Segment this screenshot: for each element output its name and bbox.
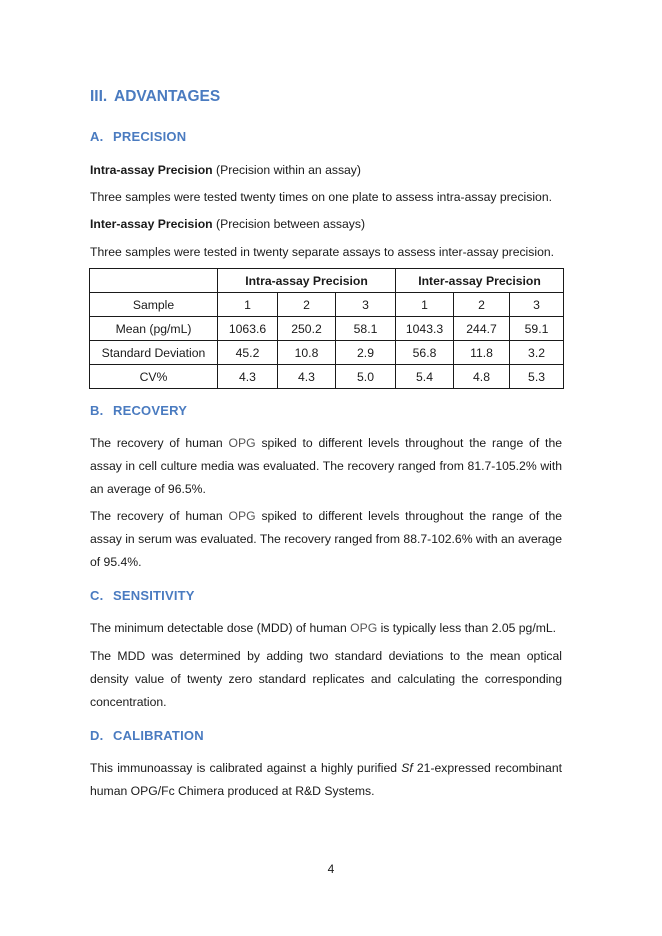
recovery-heading bbox=[90, 403, 187, 418]
text-run: 21-expressed recombinant bbox=[412, 761, 562, 775]
inter-assay-text: Three samples were tested in twenty separate assays to assess inter-assay precision. bbox=[90, 245, 555, 259]
inter-assay-label: Inter-assay Precision bbox=[90, 217, 213, 231]
table-cell: 2.9 bbox=[336, 341, 396, 365]
text-run: The minimum detectable dose (MDD) of human bbox=[90, 621, 351, 635]
opg-term: OPG bbox=[228, 509, 256, 523]
table-row bbox=[90, 317, 564, 341]
table-cell: 4.8 bbox=[454, 365, 510, 389]
calibration-number: D. bbox=[90, 728, 104, 743]
table-cell: 1043.3 bbox=[396, 317, 454, 341]
sensitivity-heading bbox=[90, 588, 195, 603]
table-cell: 3.2 bbox=[510, 341, 564, 365]
table-header-row bbox=[90, 269, 564, 293]
recovery-p1-line-1 bbox=[90, 432, 562, 455]
table-cell: 5.3 bbox=[510, 365, 564, 389]
intra-assay-header: Intra-assay Precision bbox=[218, 269, 396, 293]
precision-table bbox=[89, 268, 564, 389]
opg-term: OPG bbox=[228, 436, 256, 450]
table-cell: 59.1 bbox=[510, 317, 564, 341]
text-run: spiked to different levels throughout the range of the bbox=[255, 436, 562, 450]
recovery-p2-line-1 bbox=[90, 505, 562, 528]
table-cell: 56.8 bbox=[396, 341, 454, 365]
calibration-heading bbox=[90, 728, 204, 743]
precision-number: A. bbox=[90, 129, 104, 144]
recovery-p2-line-3: of 95.4%. bbox=[90, 555, 142, 569]
recovery-p1-line-2: assay in cell culture media was evaluated. The recovery ranged from 81.7-105.2% with bbox=[90, 459, 562, 473]
table-cell: 4.3 bbox=[218, 365, 278, 389]
calibration-title: CALIBRATION bbox=[113, 728, 204, 743]
inter-assay-desc: (Precision between assays) bbox=[212, 217, 366, 231]
sensitivity-number: C. bbox=[90, 588, 104, 603]
section-heading bbox=[90, 88, 220, 106]
table-cell: 3 bbox=[336, 293, 396, 317]
text-run: The recovery of human bbox=[90, 509, 229, 523]
recovery-paragraph-2 bbox=[90, 505, 562, 574]
table-row bbox=[90, 293, 564, 317]
section-title: ADVANTAGES bbox=[114, 88, 221, 105]
table-row bbox=[90, 341, 564, 365]
sensitivity-p2-line-1: The MDD was determined by adding two standard deviations to the mean optical bbox=[90, 649, 562, 663]
table-cell: 1 bbox=[396, 293, 454, 317]
table-cell: 10.8 bbox=[278, 341, 336, 365]
sensitivity-p2-line-3: concentration. bbox=[90, 695, 167, 709]
table-cell: 58.1 bbox=[336, 317, 396, 341]
precision-heading bbox=[90, 129, 186, 144]
precision-title: PRECISION bbox=[113, 129, 187, 144]
table-cell: 11.8 bbox=[454, 341, 510, 365]
sf-italic: Sf bbox=[401, 761, 413, 775]
recovery-paragraph-1 bbox=[90, 432, 562, 501]
table-cell: 1063.6 bbox=[218, 317, 278, 341]
sensitivity-paragraph-1 bbox=[90, 617, 562, 640]
table-cell: 45.2 bbox=[218, 341, 278, 365]
recovery-number: B. bbox=[90, 403, 104, 418]
sensitivity-p2-line-2: density value of twenty zero standard replicates and calculating the corresponding bbox=[90, 672, 562, 686]
table-cell: 3 bbox=[510, 293, 564, 317]
table-cell: 2 bbox=[278, 293, 336, 317]
calibration-paragraph bbox=[90, 757, 562, 803]
inter-assay-header: Inter-assay Precision bbox=[396, 269, 564, 293]
calibration-line-1 bbox=[90, 757, 562, 780]
intra-assay-label: Intra-assay Precision bbox=[90, 163, 213, 177]
opg-term: OPG bbox=[350, 621, 378, 635]
recovery-p2-line-2: assay in serum was evaluated. The recovery ranged from 88.7-102.6% with an average bbox=[90, 532, 562, 546]
row-label: Sample bbox=[90, 293, 218, 317]
text-run: This immunoassay is calibrated against a highly purified bbox=[90, 761, 402, 775]
row-label: Mean (pg/mL) bbox=[90, 317, 218, 341]
recovery-title: RECOVERY bbox=[113, 403, 188, 418]
table-cell: 250.2 bbox=[278, 317, 336, 341]
row-label: CV% bbox=[90, 365, 218, 389]
intra-assay-desc: (Precision within an assay) bbox=[212, 163, 361, 177]
calibration-line-2: human OPG/Fc Chimera produced at R&D Systems. bbox=[90, 784, 375, 798]
page-number: 4 bbox=[327, 862, 335, 876]
table-cell: 5.0 bbox=[336, 365, 396, 389]
intra-assay-label-line bbox=[90, 162, 562, 178]
text-run: is typically less than 2.05 pg/mL. bbox=[377, 621, 557, 635]
inter-assay-label-line bbox=[90, 216, 562, 232]
table-corner-cell bbox=[90, 269, 218, 293]
text-run: spiked to different levels throughout the range of the bbox=[255, 509, 562, 523]
section-number: III. bbox=[90, 88, 108, 105]
table-cell: 1 bbox=[218, 293, 278, 317]
sensitivity-paragraph-2 bbox=[90, 645, 562, 714]
sensitivity-title: SENSITIVITY bbox=[113, 588, 195, 603]
recovery-p1-line-3: an average of 96.5%. bbox=[90, 482, 206, 496]
table-cell: 2 bbox=[454, 293, 510, 317]
text-run: The recovery of human bbox=[90, 436, 229, 450]
intra-assay-text: Three samples were tested twenty times on one plate to assess intra-assay precision. bbox=[90, 190, 552, 204]
table-cell: 4.3 bbox=[278, 365, 336, 389]
table-cell: 244.7 bbox=[454, 317, 510, 341]
row-label: Standard Deviation bbox=[90, 341, 218, 365]
sensitivity-p1-line-1 bbox=[90, 617, 562, 640]
table-row bbox=[90, 365, 564, 389]
table-cell: 5.4 bbox=[396, 365, 454, 389]
